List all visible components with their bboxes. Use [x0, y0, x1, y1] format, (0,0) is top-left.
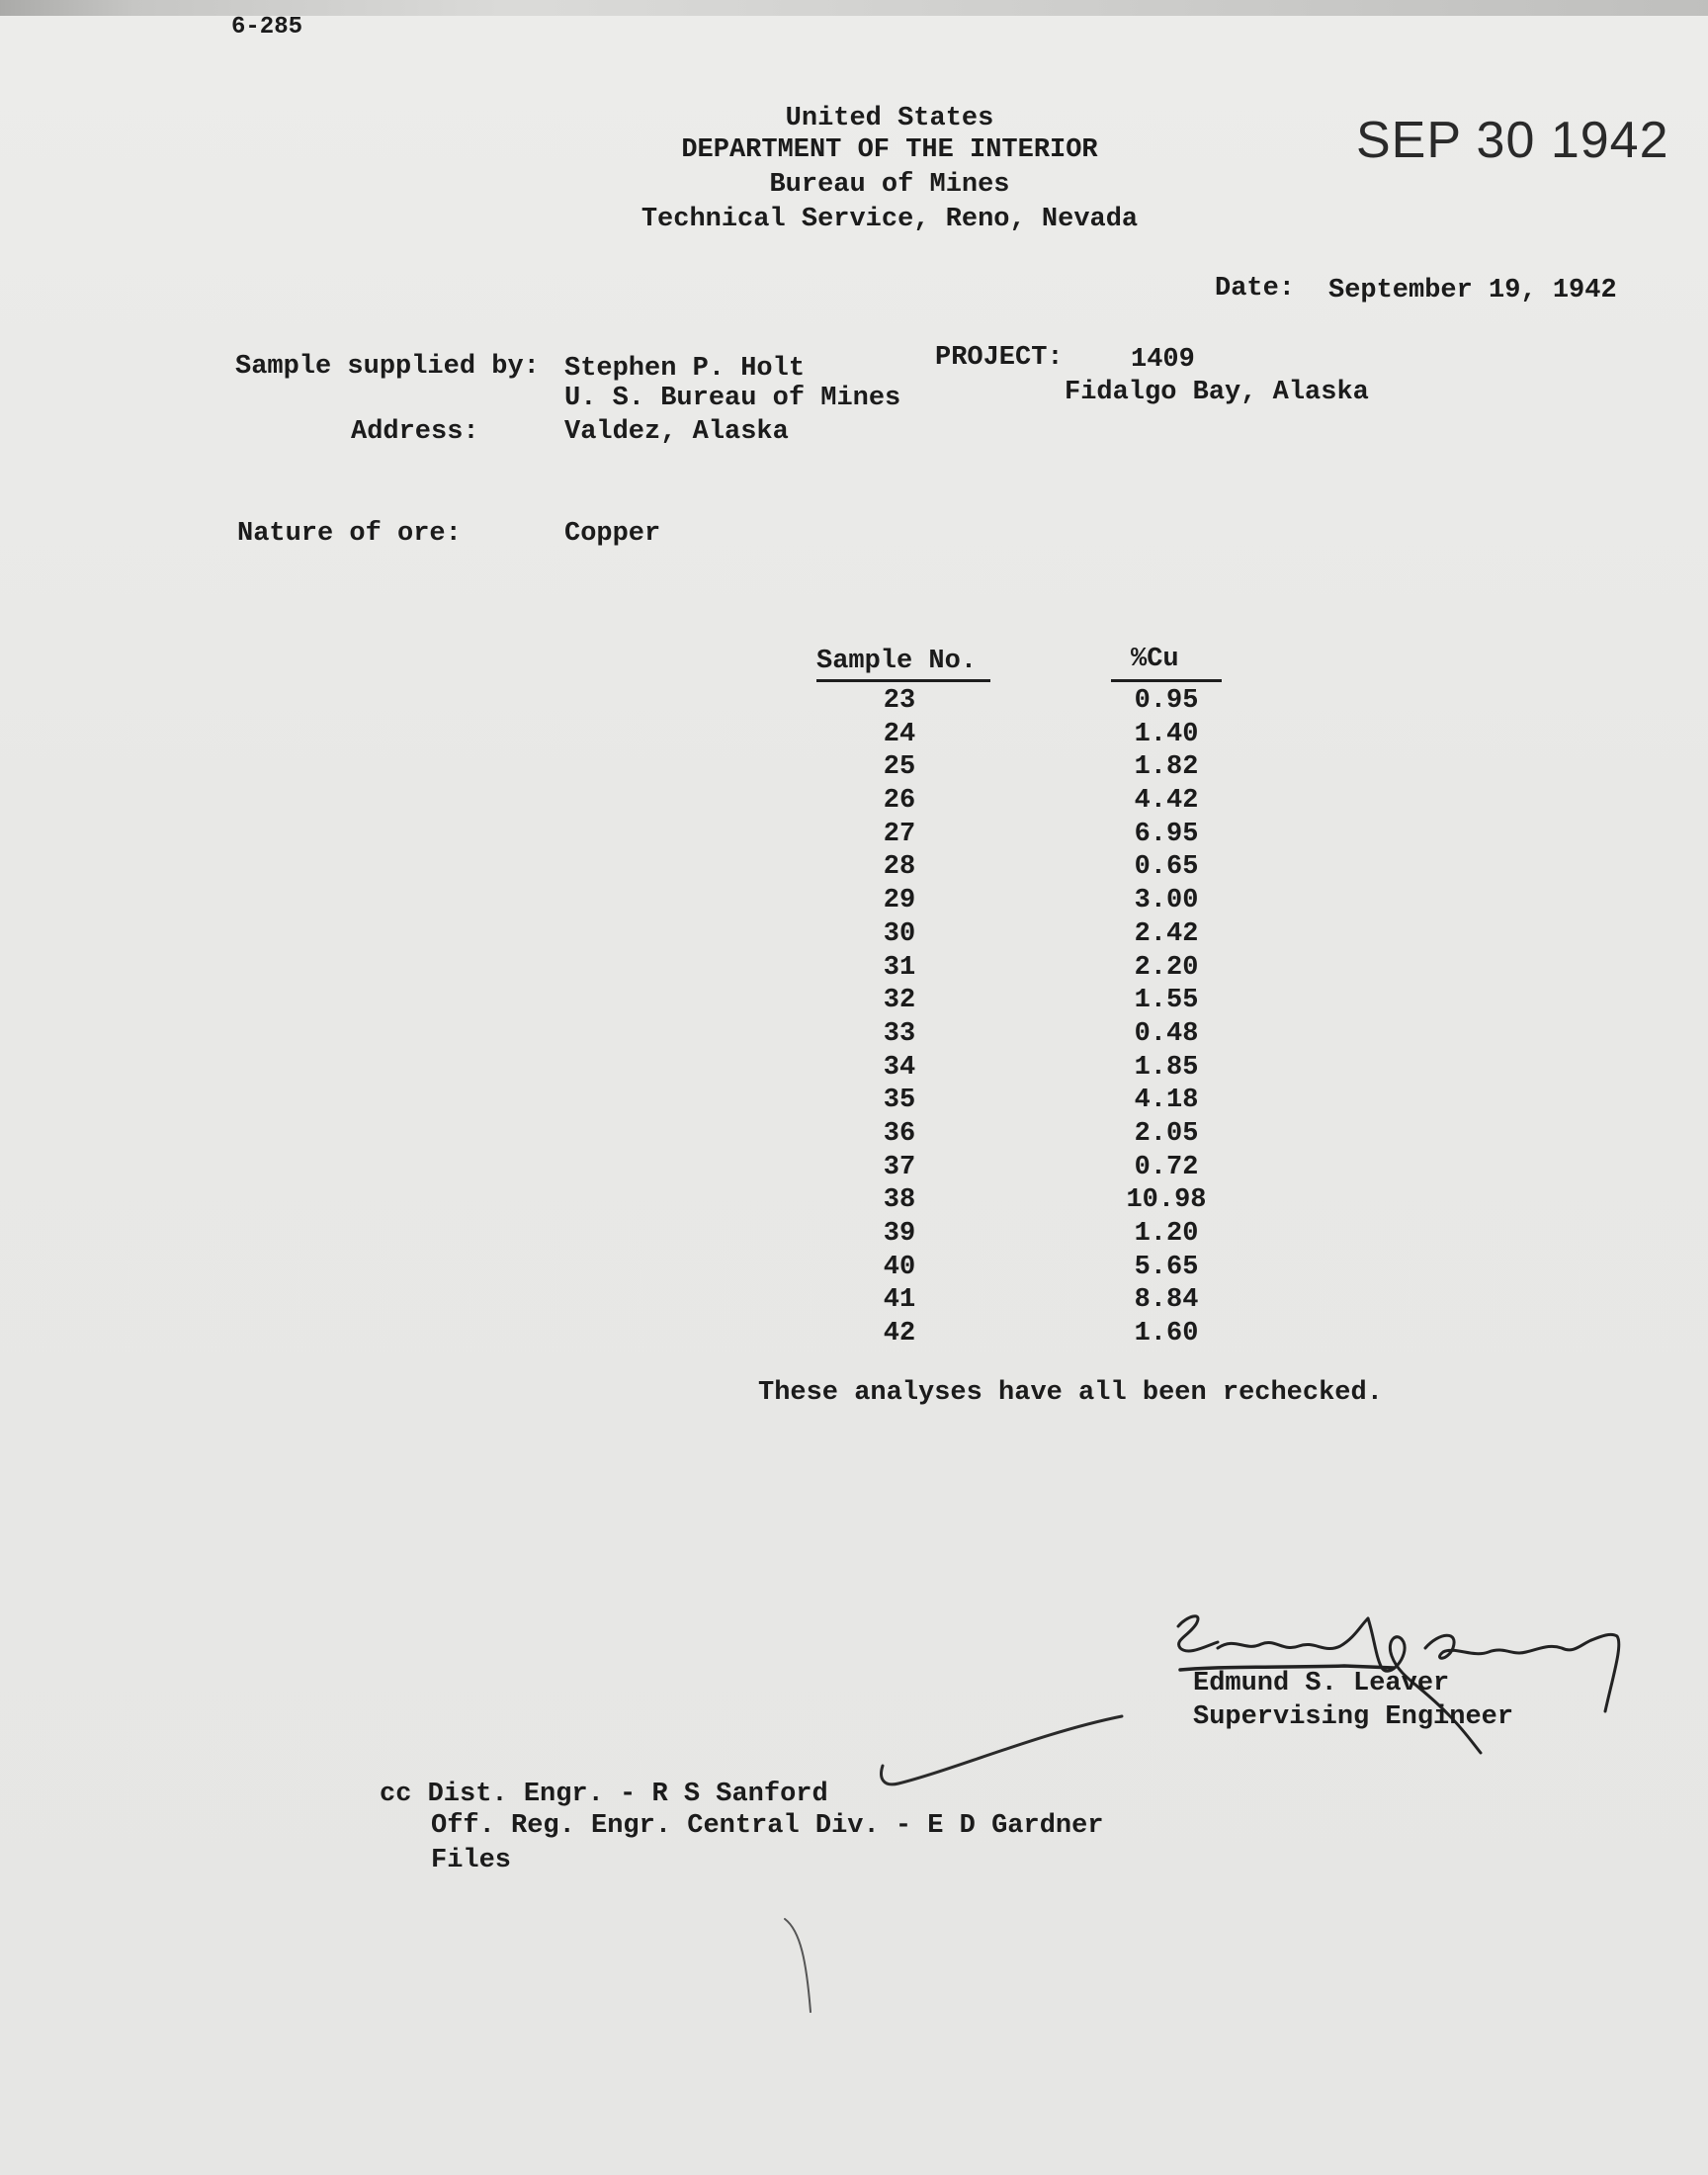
copper-percent: 1.82 — [1134, 752, 1199, 783]
sample-number: 23 — [883, 686, 916, 716]
copper-percent-column — [1077, 685, 1255, 1351]
project-number: 1409 — [1131, 345, 1195, 375]
sample-header-underline — [816, 679, 990, 682]
sample-number: 33 — [883, 1018, 916, 1049]
sample-number: 34 — [883, 1052, 916, 1083]
sample-number: 28 — [883, 852, 916, 883]
sample-number: 30 — [883, 918, 916, 949]
sample-number-column — [811, 685, 988, 1351]
sample-number: 27 — [883, 819, 916, 849]
copper-percent: 4.42 — [1134, 786, 1199, 817]
sample-number: 32 — [883, 986, 916, 1016]
project-label: PROJECT: — [935, 343, 1064, 373]
sample-number: 38 — [883, 1185, 916, 1216]
copper-percent: 1.60 — [1134, 1319, 1199, 1349]
recheck-note: These analyses have all been rechecked. — [758, 1378, 1383, 1408]
signer-title: Supervising Engineer — [1193, 1702, 1514, 1732]
copper-percent: 8.84 — [1134, 1285, 1199, 1316]
cc-line-1: cc Dist. Engr. - R S Sanford — [380, 1780, 828, 1809]
sample-no-header: Sample No. — [816, 647, 978, 676]
copper-percent: 0.48 — [1134, 1018, 1199, 1049]
header-office: Technical Service, Reno, Nevada — [640, 205, 1139, 234]
project-location: Fidalgo Bay, Alaska — [1065, 378, 1369, 407]
sample-number: 31 — [883, 952, 916, 983]
date-label: Date: — [1215, 274, 1296, 304]
supplied-by-label: Sample supplied by: — [235, 352, 540, 382]
copper-percent: 0.72 — [1134, 1152, 1199, 1182]
sample-number: 36 — [883, 1118, 916, 1149]
supplied-by-org: U. S. Bureau of Mines — [564, 384, 901, 413]
sample-number: 42 — [883, 1319, 916, 1349]
sample-number: 29 — [883, 886, 916, 916]
cu-header: %Cu — [1131, 645, 1179, 674]
header-bureau: Bureau of Mines — [769, 170, 1010, 200]
sample-number: 26 — [883, 786, 916, 817]
copper-percent: 1.85 — [1134, 1052, 1199, 1083]
header-country: United States — [785, 104, 994, 133]
copper-percent: 2.20 — [1134, 952, 1199, 983]
copper-percent: 10.98 — [1126, 1185, 1207, 1216]
date-value: September 19, 1942 — [1328, 276, 1617, 305]
cu-header-underline — [1111, 679, 1222, 682]
sample-number: 41 — [883, 1285, 916, 1316]
cc-line-2: Off. Reg. Engr. Central Div. - E D Gardner — [431, 1811, 1104, 1841]
copper-percent: 4.18 — [1134, 1086, 1199, 1116]
copper-percent: 5.65 — [1134, 1252, 1199, 1282]
sample-number: 40 — [883, 1252, 916, 1282]
cc-line-3: Files — [431, 1846, 512, 1875]
sample-number: 25 — [883, 752, 916, 783]
copper-percent: 3.00 — [1134, 886, 1199, 916]
stray-pen-mark — [781, 1913, 840, 2022]
ore-value: Copper — [564, 519, 661, 549]
signer-name: Edmund S. Leaver — [1193, 1669, 1450, 1698]
copper-percent: 1.20 — [1134, 1219, 1199, 1249]
address-label: Address: — [351, 417, 479, 447]
copper-percent: 0.95 — [1134, 686, 1199, 716]
ore-label: Nature of ore: — [237, 519, 462, 549]
sample-number: 35 — [883, 1086, 916, 1116]
header-department: DEPARTMENT OF THE INTERIOR — [681, 135, 1098, 165]
supplied-by-name: Stephen P. Holt — [564, 354, 806, 384]
received-date-stamp: SEP 30 1942 — [1356, 112, 1669, 169]
document-id: 6-285 — [231, 14, 303, 41]
copper-percent: 6.95 — [1134, 819, 1199, 849]
copper-percent: 0.65 — [1134, 852, 1199, 883]
check-mark — [875, 1708, 1132, 1807]
sample-number: 39 — [883, 1219, 916, 1249]
copper-percent: 2.42 — [1134, 918, 1199, 949]
address-value: Valdez, Alaska — [564, 417, 789, 447]
copper-percent: 1.55 — [1134, 986, 1199, 1016]
sample-number: 37 — [883, 1152, 916, 1182]
sample-number: 24 — [883, 719, 916, 749]
copper-percent: 2.05 — [1134, 1118, 1199, 1149]
copper-percent: 1.40 — [1134, 719, 1199, 749]
